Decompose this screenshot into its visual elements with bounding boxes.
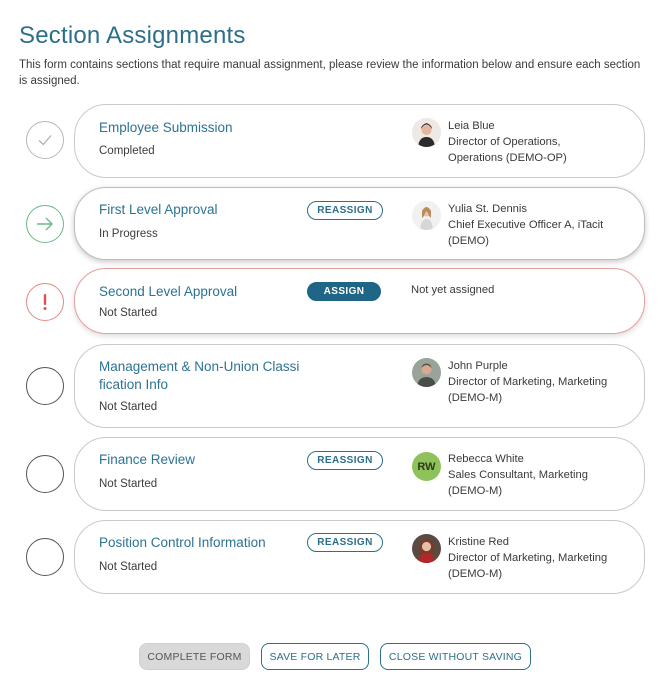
section-card[interactable]: [74, 104, 645, 178]
assign-button[interactable]: ASSIGN: [307, 282, 381, 301]
assignee-name: Kristine Red: [448, 536, 509, 548]
unassigned-text: Not yet assigned: [411, 284, 495, 296]
empty-status-icon: [26, 367, 64, 405]
assignee-info: [448, 118, 567, 166]
assignee-info: [448, 451, 588, 499]
close-without-saving-button[interactable]: CLOSE WITHOUT SAVING: [380, 643, 531, 670]
assignee-name: John Purple: [448, 360, 508, 372]
section-title[interactable]: Second Level Approval: [99, 284, 238, 299]
assignee-title: Director of Marketing, Marketing: [448, 552, 608, 564]
section-status: Not Started: [99, 401, 158, 413]
reassign-button[interactable]: REASSIGN: [307, 533, 383, 552]
section-title[interactable]: First Level Approval: [99, 202, 218, 217]
section-title-line: fication Info: [99, 377, 169, 392]
complete-form-button[interactable]: COMPLETE FORM: [139, 643, 250, 670]
section-status: Not Started: [99, 561, 158, 573]
avatar: [412, 358, 441, 387]
section-title[interactable]: Finance Review: [99, 452, 196, 467]
assignee-info: [448, 534, 607, 582]
section-status: Not Started: [99, 307, 158, 319]
assignee-dept: (DEMO-M): [448, 392, 503, 404]
reassign-button[interactable]: REASSIGN: [307, 451, 383, 470]
exclamation-icon: [26, 283, 64, 321]
avatar: [412, 118, 441, 147]
assignee-dept: (DEMO-M): [448, 485, 503, 497]
checkmark-icon: [26, 121, 64, 159]
reassign-button[interactable]: REASSIGN: [307, 201, 383, 220]
assignee-dept: Operations (DEMO-OP): [448, 152, 567, 164]
page-description: This form contains sections that require manual assignment, please review the information below and ensure each section is assigned.: [19, 59, 641, 87]
section-status: Completed: [99, 145, 155, 157]
assignee-name: Yulia St. Dennis: [448, 203, 527, 215]
assignee-name: Leia Blue: [448, 120, 495, 132]
section-status: Not Started: [99, 478, 158, 490]
assignee-title: Director of Marketing, Marketing: [448, 376, 608, 388]
page-title: Section Assignments: [19, 22, 246, 49]
empty-status-icon: [26, 538, 64, 576]
assignee-dept: (DEMO-M): [448, 568, 503, 580]
assignee-dept: (DEMO): [448, 235, 490, 247]
section-title[interactable]: [99, 358, 299, 394]
section-card[interactable]: [74, 437, 645, 511]
assignee-info: [448, 358, 607, 406]
section-status: In Progress: [99, 228, 158, 240]
avatar: [412, 201, 441, 230]
section-title-line: Management & Non-Union Classi: [99, 359, 300, 374]
section-card[interactable]: [74, 344, 645, 428]
avatar: RW: [412, 452, 441, 481]
save-for-later-button[interactable]: SAVE FOR LATER: [261, 643, 369, 670]
assignee-info: [448, 201, 603, 249]
empty-status-icon: [26, 455, 64, 493]
section-card[interactable]: [74, 187, 645, 260]
avatar: [412, 534, 441, 563]
assignee-title: Director of Operations,: [448, 136, 561, 148]
section-card[interactable]: [74, 520, 645, 594]
section-title[interactable]: Position Control Information: [99, 535, 266, 550]
section-card[interactable]: [74, 268, 645, 334]
arrow-right-icon: [26, 205, 64, 243]
section-title[interactable]: Employee Submission: [99, 120, 233, 135]
assignee-title: Sales Consultant, Marketing: [448, 469, 588, 481]
assignee-name: Rebecca White: [448, 453, 524, 465]
assignee-title: Chief Executive Officer A, iTacit: [448, 219, 604, 231]
